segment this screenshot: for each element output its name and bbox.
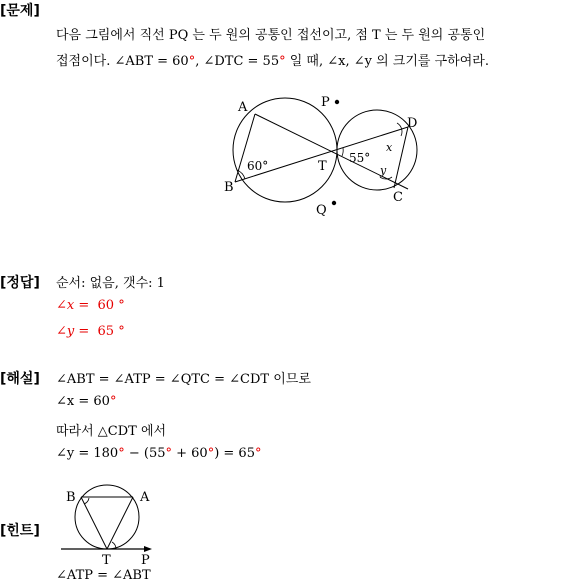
solution-heading: [해설] (0, 371, 40, 387)
hint-label-p: P (141, 553, 150, 568)
hint-formula: ∠ATP = ∠ABT (56, 568, 151, 583)
label-y: y (380, 164, 387, 177)
answer-y-unit: ° (118, 324, 125, 339)
problem-figure (215, 90, 418, 220)
right-circle (337, 110, 417, 190)
problem-line-1: 다음 그림에서 직선 PQ 는 두 원의 공통인 접선이고, 점 T 는 두 원의 공통인 (56, 28, 486, 43)
label-c: C (393, 190, 403, 205)
solution-line-4e: ) = 65 (214, 446, 255, 461)
hint-angle-arc-b (84, 498, 89, 504)
problem-line-2c: 일 때, ∠x, ∠y 의 크기를 구하여라. (285, 54, 489, 69)
angle-arc-t (342, 148, 343, 156)
left-circle (233, 98, 337, 202)
solution-line-4a: ∠y = 180 (56, 446, 119, 461)
answer-x-unit: ° (118, 298, 125, 313)
problem-line-2 (56, 50, 489, 69)
answer-heading: [정답] (0, 275, 40, 291)
solution-line-2 (56, 394, 116, 409)
degree-mark: ° (254, 446, 262, 461)
solution-line-4b: − (55 (124, 446, 166, 461)
point-p-dot (335, 100, 339, 104)
hint-label-t: T (102, 553, 111, 568)
hint-arrow-icon (144, 546, 152, 552)
problem-heading: [문제] (0, 3, 40, 19)
answer-y (56, 324, 125, 339)
hint-figure (56, 484, 166, 568)
hint-heading: [힌트] (0, 523, 40, 539)
hint-label-b: B (66, 490, 76, 505)
degree-mark: ° (165, 446, 172, 461)
solution-line-1: ∠ABT = ∠ATP = ∠QTC = ∠CDT 이므로 (56, 372, 311, 387)
problem-line-2b: , ∠DTC = 55 (195, 54, 280, 69)
hint-label-a: A (140, 490, 150, 505)
segment-dc (394, 127, 408, 188)
solution-line-4 (56, 446, 261, 461)
label-d: D (407, 116, 418, 131)
answer-y-value: 65 (97, 324, 115, 339)
label-t: T (318, 159, 327, 174)
solution-line-4c: + 60 (172, 446, 208, 461)
point-q-dot (332, 201, 336, 205)
hint-segment-bt (81, 497, 107, 549)
hint-segment-at (107, 497, 133, 549)
degree-mark: ° (118, 446, 125, 461)
label-angle-60: 60° (247, 159, 269, 173)
degree-mark: ° (109, 394, 117, 409)
solution-line-3: 따라서 △CDT 에서 (56, 424, 167, 439)
degree-mark: ° (207, 446, 215, 461)
answer-x (56, 298, 125, 313)
problem-line-2a: 접점이다. ∠ABT = 60 (56, 54, 189, 69)
hint-circle (75, 485, 139, 549)
label-x: x (386, 141, 393, 154)
answer-order-line: 순서: 없음, 갯수: 1 (56, 276, 165, 291)
label-q: Q (316, 203, 327, 218)
solution-line-2a: ∠x = 60 (56, 394, 110, 409)
answer-x-value: 60 (97, 298, 115, 313)
answer-y-label: ∠y = (56, 324, 90, 339)
answer-x-label: ∠x = (56, 298, 90, 313)
label-angle-55: 55° (349, 151, 371, 165)
degree-mark: ° (188, 54, 196, 69)
label-b: B (224, 180, 234, 195)
label-a: A (238, 100, 248, 115)
label-p: P (321, 95, 330, 110)
degree-mark: ° (279, 54, 286, 69)
